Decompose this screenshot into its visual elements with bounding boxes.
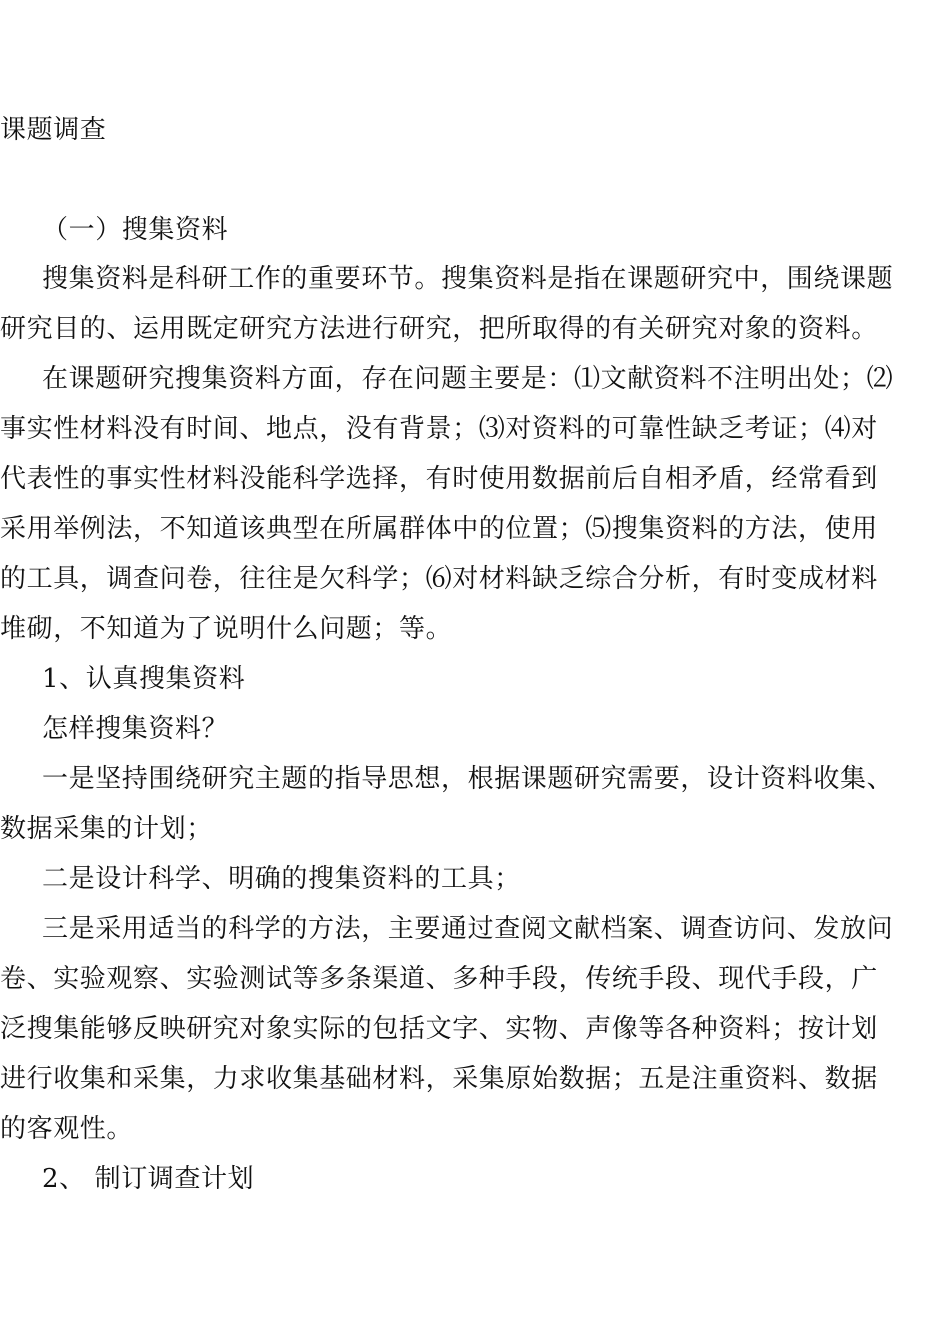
document-title: 课题调查 <box>0 115 107 145</box>
paragraph-line: 一是坚持围绕研究主题的指导思想，根据课题研究需要，设计资料收集、 <box>42 764 894 794</box>
subheading: 1、认真搜集资料 <box>42 664 246 694</box>
paragraph-line: 采用举例法，不知道该典型在所属群体中的位置；⑸搜集资料的方法，使用 <box>0 514 878 544</box>
paragraph-line: 搜集资料是科研工作的重要环节。搜集资料是指在课题研究中，围绕课题 <box>42 264 894 294</box>
paragraph-line: 堆砌，不知道为了说明什么问题；等。 <box>0 614 453 644</box>
paragraph-line: 数据采集的计划； <box>0 814 213 844</box>
subheading: 2、 制订调查计划 <box>42 1164 255 1194</box>
paragraph-line: 三是采用适当的科学的方法，主要通过查阅文献档案、调查访问、发放问 <box>42 914 894 944</box>
section-heading: （一）搜集资料 <box>42 215 229 245</box>
paragraph-line: 卷、实验观察、实验测试等多条渠道、多种手段，传统手段、现代手段，广 <box>0 964 878 994</box>
paragraph-line: 研究目的、运用既定研究方法进行研究，把所取得的有关研究对象的资料。 <box>0 314 878 344</box>
paragraph-line: 进行收集和采集，力求收集基础材料，采集原始数据；五是注重资料、数据 <box>0 1064 878 1094</box>
paragraph-line: 的工具，调查问卷，往往是欠科学；⑹对材料缺乏综合分析，有时变成材料 <box>0 564 878 594</box>
question-line: 怎样搜集资料？ <box>42 714 229 744</box>
paragraph-line: 事实性材料没有时间、地点，没有背景；⑶对资料的可靠性缺乏考证；⑷对 <box>0 414 878 444</box>
paragraph-line: 代表性的事实性材料没能科学选择，有时使用数据前后自相矛盾，经常看到 <box>0 464 878 494</box>
paragraph-line: 二是设计科学、明确的搜集资料的工具； <box>42 864 521 894</box>
paragraph-line: 的客观性。 <box>0 1114 134 1144</box>
paragraph-line: 泛搜集能够反映研究对象实际的包括文字、实物、声像等各种资料；按计划 <box>0 1014 878 1044</box>
paragraph-line: 在课题研究搜集资料方面，存在问题主要是：⑴文献资料不注明出处；⑵ <box>42 364 894 394</box>
